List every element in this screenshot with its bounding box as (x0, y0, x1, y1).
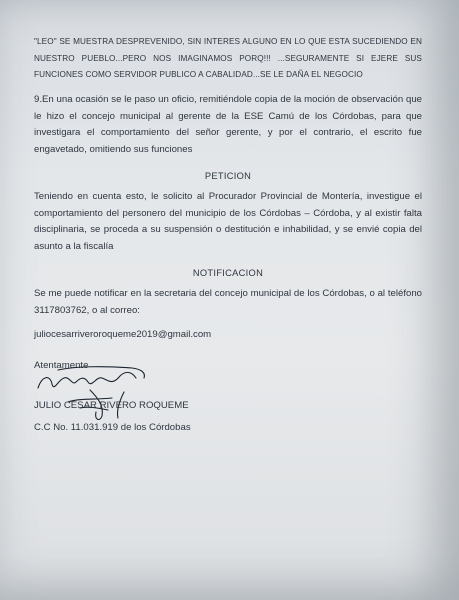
signer-name: JULIO CESAR RIVERO ROQUEME (34, 400, 189, 412)
paragraph-oficio: 9.En una ocasión se le paso un oficio, remitiéndole copia de la moción de observación que le hizo el concejo municipal al gerente de la ESE Camú de los Córdobas, para que investigara el comportamiento del señor gerente, y por el contrario, el escrito fue engavetado, omitiendo sus funciones (34, 94, 422, 155)
heading-peticion: PETICION (204, 171, 252, 182)
paragraph-peticion: Teniendo en cuenta esto, le solicito al Procurador Provincial de Montería, investigue el comportamiento del personero del municipio de los Córdobas – Córdoba, y al existir falta disciplinaria, se proceda a su suspensión o destitución e inhabilidad, y se envié copia del asunto a la fiscalía (34, 191, 422, 252)
handwritten-signature (28, 358, 178, 426)
email-address: juliocesarriveroroqueme2019@gmail.com (34, 329, 212, 341)
signer-id: C.C No. 11.031.919 de los Córdobas (34, 422, 191, 434)
document-body (34, 34, 422, 434)
closing-text: Atentamente (34, 359, 89, 371)
paragraph-notificacion: Se me puede notificar en la secretaria del concejo municipal de los Córdobas, o al teléfono 3117803762, o al correo: (34, 288, 422, 316)
paragraph-leo: "LEO" SE MUESTRA DESPREVENIDO, SIN INTERES ALGUNO EN LO QUE ESTA SUCEDIENDO EN NUESTRO PUEBLO...PERO NOS IMAGINAMOS PORQ!!! ...SEGURAMENTE SI EJERE SUS FUNCIONES COMO SERVIDOR PUBLICO A CABALIDAD...SE LE DAÑA EL NEGOCIO (34, 37, 422, 80)
signature-block (34, 380, 422, 434)
heading-notificacion: NOTIFICACION (192, 268, 264, 279)
